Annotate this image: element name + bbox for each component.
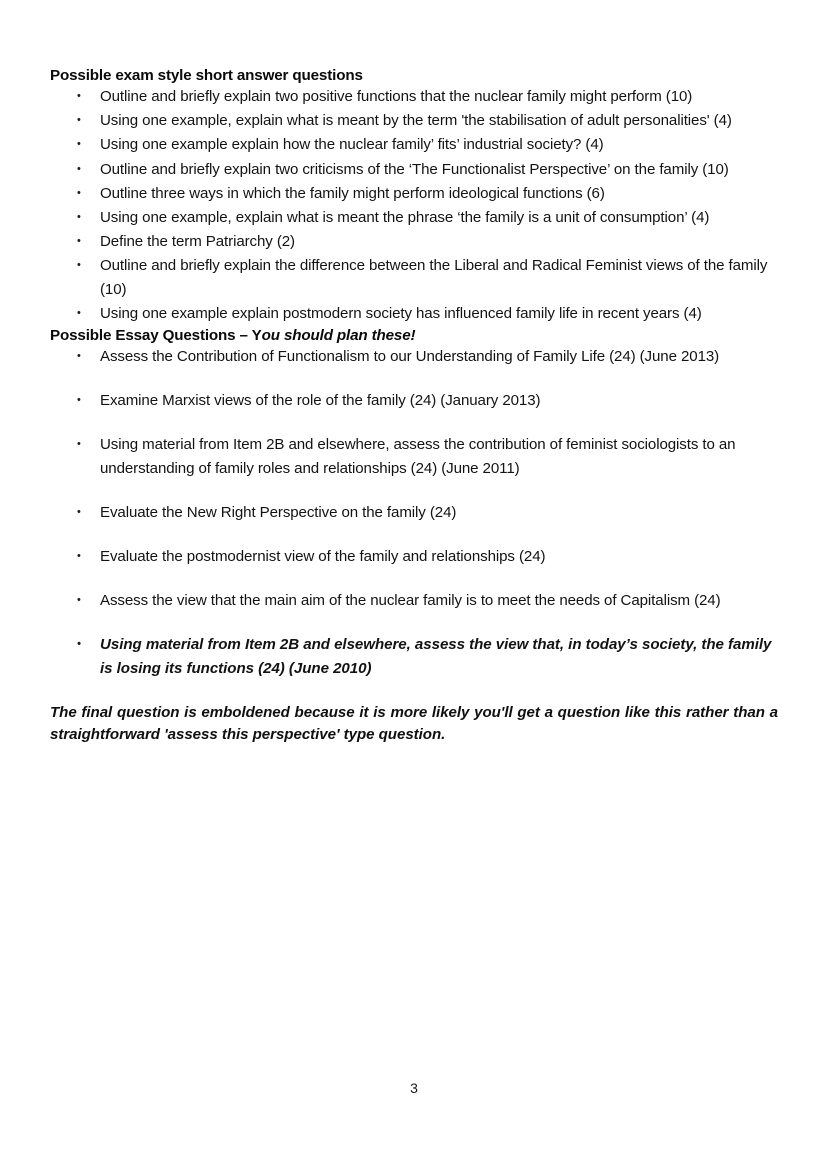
list-item: • Using one example explain how the nuclear family’ fits’ industrial society? (4) <box>50 133 778 156</box>
list-item: • Evaluate the postmodernist view of the family and relationships (24) <box>50 545 778 568</box>
list-item-emphasised: • Using material from Item 2B and elsewhere, assess the view that, in today’s society, the family is losing its functions (24) (June 2010) <box>50 633 778 679</box>
list-item: • Assess the view that the main aim of the nuclear family is to meet the needs of Capitalism (24) <box>50 589 778 612</box>
list-item: • Using one example explain postmodern society has influenced family life in recent years (4) <box>50 302 778 325</box>
essay-heading-text: Possible Essay Questions – Y <box>50 327 262 345</box>
list-item: • Using material from Item 2B and elsewhere, assess the contribution of feminist sociologists to an understanding of family roles and relationships (24) (June 2011) <box>50 433 778 479</box>
document-body <box>50 66 778 747</box>
page-title <box>50 66 778 85</box>
list-item: • Examine Marxist views of the role of the family (24) (January 2013) <box>50 389 778 412</box>
section-heading-text: Possible exam style short answer questions <box>50 67 363 84</box>
list-item: • Evaluate the New Right Perspective on the family (24) <box>50 501 778 524</box>
list-item: • Outline three ways in which the family might perform ideological functions (6) <box>50 182 778 205</box>
essay-question-list <box>50 345 778 680</box>
list-item: • Outline and briefly explain two positive functions that the nuclear family might perform (10) <box>50 85 778 108</box>
closing-note: The final question is emboldened because it is more likely you'll get a question like this rather than a straightforward 'assess this perspective' type question. <box>50 703 778 744</box>
page-number: 3 <box>410 1080 418 1096</box>
short-answer-question-list <box>50 85 778 325</box>
list-item: • Assess the Contribution of Functionalism to our Understanding of Family Life (24) (June 2013) <box>50 345 778 368</box>
list-item: • Using one example, explain what is meant by the term 'the stabilisation of adult personalities' (4) <box>50 109 778 132</box>
list-item: • Outline and briefly explain the difference between the Liberal and Radical Feminist views of the family (10) <box>50 254 778 300</box>
essay-heading-emphasis: ou should plan these! <box>261 327 416 345</box>
list-item: • Outline and briefly explain two criticisms of the ‘The Functionalist Perspective’ on the family (10) <box>50 158 778 181</box>
list-item: • Define the term Patriarchy (2) <box>50 230 778 253</box>
list-item: • Using one example, explain what is meant the phrase ‘the family is a unit of consumption’ (4) <box>50 206 778 229</box>
essay-section-heading <box>50 326 778 345</box>
